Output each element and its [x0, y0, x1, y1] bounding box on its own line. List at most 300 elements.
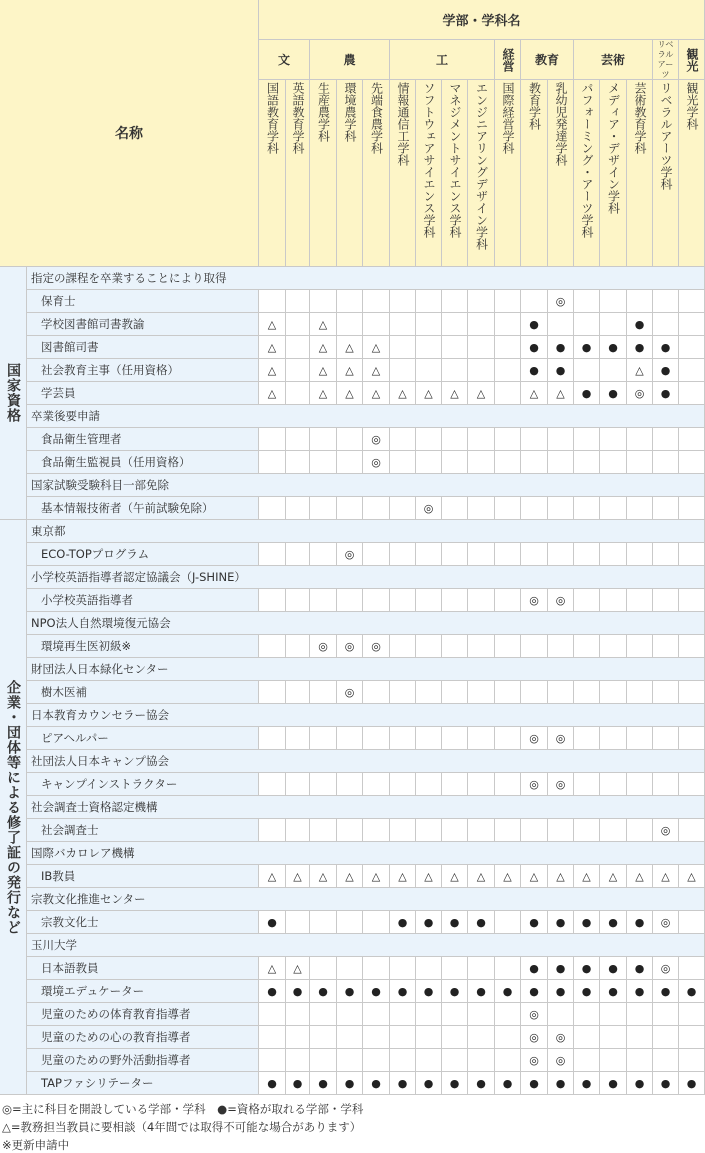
mark-cell — [600, 773, 627, 796]
mark-cell — [574, 313, 600, 336]
mark-cell — [495, 451, 521, 474]
faculty-header: 文 — [259, 40, 310, 80]
mark-cell — [259, 589, 286, 612]
mark-cell — [390, 1049, 416, 1072]
mark-cell: ● — [653, 1072, 679, 1095]
mark-cell — [259, 635, 286, 658]
mark-cell — [416, 290, 442, 313]
mark-cell — [600, 681, 627, 704]
mark-cell: △ — [390, 865, 416, 888]
mark-cell: ◎ — [363, 451, 390, 474]
mark-cell: ● — [521, 336, 548, 359]
mark-cell — [574, 727, 600, 750]
mark-cell — [495, 1049, 521, 1072]
qualification-name: 食品衛生管理者 — [27, 428, 259, 451]
mark-cell — [337, 1026, 363, 1049]
mark-cell — [679, 313, 705, 336]
mark-cell — [627, 773, 653, 796]
mark-cell: △ — [363, 382, 390, 405]
mark-cell — [259, 1026, 286, 1049]
mark-cell: △ — [310, 313, 337, 336]
mark-cell — [416, 1003, 442, 1026]
mark-cell — [679, 635, 705, 658]
mark-cell: ◎ — [521, 773, 548, 796]
mark-cell — [653, 428, 679, 451]
mark-cell: △ — [259, 865, 286, 888]
mark-cell: ● — [548, 359, 574, 382]
mark-cell — [679, 911, 705, 934]
mark-cell: △ — [337, 865, 363, 888]
mark-cell: △ — [574, 865, 600, 888]
department-header: 環境農学科 — [337, 80, 363, 267]
mark-cell — [600, 497, 627, 520]
mark-cell — [363, 819, 390, 842]
qualification-name: 保育士 — [27, 290, 259, 313]
mark-cell — [416, 543, 442, 566]
mark-cell: △ — [259, 359, 286, 382]
mark-cell — [627, 589, 653, 612]
mark-cell — [574, 819, 600, 842]
mark-cell — [337, 819, 363, 842]
mark-cell: ● — [416, 1072, 442, 1095]
mark-cell — [442, 1049, 468, 1072]
qualification-name: ピアヘルパー — [27, 727, 259, 750]
mark-cell — [416, 681, 442, 704]
mark-cell: △ — [416, 865, 442, 888]
section-row: 社会調査士資格認定機構 — [27, 796, 705, 819]
legend-line-1: ◎=主に科目を開設している学部・学科 ●=資格が取れる学部・学科 — [2, 1102, 364, 1116]
mark-cell — [521, 543, 548, 566]
mark-cell: ● — [390, 1072, 416, 1095]
mark-cell: ● — [574, 1072, 600, 1095]
mark-cell — [363, 681, 390, 704]
mark-cell — [416, 819, 442, 842]
mark-cell — [416, 727, 442, 750]
name-column-header: 名称 — [0, 0, 259, 267]
mark-cell — [286, 773, 310, 796]
mark-cell — [548, 428, 574, 451]
mark-cell: △ — [259, 313, 286, 336]
mark-cell — [627, 497, 653, 520]
mark-cell — [495, 957, 521, 980]
mark-cell — [653, 681, 679, 704]
mark-cell — [679, 451, 705, 474]
faculty-header: 農 — [310, 40, 390, 80]
mark-cell — [653, 497, 679, 520]
mark-cell — [574, 1003, 600, 1026]
mark-cell — [390, 957, 416, 980]
mark-cell — [363, 773, 390, 796]
mark-cell — [442, 290, 468, 313]
qualification-name: 宗教文化士 — [27, 911, 259, 934]
mark-cell — [416, 773, 442, 796]
mark-cell — [390, 451, 416, 474]
mark-cell: ● — [574, 382, 600, 405]
mark-cell — [653, 589, 679, 612]
mark-cell: △ — [548, 382, 574, 405]
mark-cell — [468, 727, 495, 750]
mark-cell: ● — [600, 336, 627, 359]
mark-cell: ◎ — [521, 589, 548, 612]
mark-cell — [286, 290, 310, 313]
mark-cell — [259, 773, 286, 796]
mark-cell: ● — [337, 980, 363, 1003]
mark-cell: ◎ — [548, 290, 574, 313]
mark-cell — [627, 1026, 653, 1049]
qualification-name: 児童のための体育教育指導者 — [27, 1003, 259, 1026]
faculty-header: 芸術 — [574, 40, 653, 80]
mark-cell: △ — [259, 957, 286, 980]
mark-cell — [310, 819, 337, 842]
section-row: 財団法人日本緑化センター — [27, 658, 705, 681]
mark-cell: ◎ — [653, 911, 679, 934]
mark-cell — [286, 336, 310, 359]
section-row: NPO法人自然環境復元協会 — [27, 612, 705, 635]
department-header: リベラルアーツ学科 — [653, 80, 679, 267]
mark-cell — [286, 1049, 310, 1072]
category-label: 企業・団体等による修了証の発行など — [0, 520, 27, 1095]
mark-cell — [574, 635, 600, 658]
mark-cell: △ — [442, 382, 468, 405]
mark-cell — [337, 497, 363, 520]
mark-cell — [442, 359, 468, 382]
mark-cell: △ — [363, 865, 390, 888]
mark-cell — [363, 589, 390, 612]
mark-cell — [679, 428, 705, 451]
mark-cell — [468, 1003, 495, 1026]
mark-cell — [286, 1003, 310, 1026]
faculty-header: 観光 — [679, 40, 705, 80]
department-header: 教育学科 — [521, 80, 548, 267]
mark-cell — [627, 819, 653, 842]
section-row: 小学校英語指導者認定協議会（J-SHINE） — [27, 566, 705, 589]
mark-cell: ● — [548, 911, 574, 934]
mark-cell — [600, 313, 627, 336]
mark-cell — [286, 359, 310, 382]
mark-cell — [495, 290, 521, 313]
mark-cell — [468, 428, 495, 451]
mark-cell: ● — [390, 980, 416, 1003]
mark-cell — [495, 773, 521, 796]
mark-cell — [468, 497, 495, 520]
mark-cell: ◎ — [548, 1049, 574, 1072]
mark-cell — [653, 290, 679, 313]
mark-cell — [653, 773, 679, 796]
mark-cell — [442, 681, 468, 704]
mark-cell — [653, 543, 679, 566]
mark-cell — [286, 543, 310, 566]
department-header: メディア・デザイン学科 — [600, 80, 627, 267]
mark-cell — [521, 497, 548, 520]
mark-cell — [548, 681, 574, 704]
mark-cell: ◎ — [521, 1003, 548, 1026]
mark-cell — [363, 1026, 390, 1049]
mark-cell: ◎ — [521, 1026, 548, 1049]
mark-cell — [468, 451, 495, 474]
mark-cell — [521, 819, 548, 842]
mark-cell: ● — [627, 336, 653, 359]
mark-cell — [286, 382, 310, 405]
mark-cell — [600, 428, 627, 451]
department-header: マネジメントサイエンス学科 — [442, 80, 468, 267]
mark-cell — [495, 336, 521, 359]
faculty-header: 経営 — [495, 40, 521, 80]
mark-cell — [416, 428, 442, 451]
qualification-name: 図書館司書 — [27, 336, 259, 359]
mark-cell: ● — [363, 1072, 390, 1095]
qualification-name: 社会調査士 — [27, 819, 259, 842]
qualification-name: 社会教育主事（任用資格） — [27, 359, 259, 382]
department-header: 観光学科 — [679, 80, 705, 267]
mark-cell — [390, 773, 416, 796]
department-header: 先端食農学科 — [363, 80, 390, 267]
mark-cell: △ — [416, 382, 442, 405]
mark-cell — [679, 1049, 705, 1072]
mark-cell — [468, 1026, 495, 1049]
mark-cell — [574, 589, 600, 612]
mark-cell: △ — [679, 865, 705, 888]
mark-cell — [468, 313, 495, 336]
mark-cell: ● — [468, 1072, 495, 1095]
mark-cell: ● — [442, 1072, 468, 1095]
mark-cell: △ — [286, 957, 310, 980]
mark-cell — [600, 290, 627, 313]
mark-cell — [679, 543, 705, 566]
mark-cell — [495, 359, 521, 382]
mark-cell — [600, 359, 627, 382]
mark-cell — [286, 819, 310, 842]
mark-cell: ● — [337, 1072, 363, 1095]
section-row: 国際バカロレア機構 — [27, 842, 705, 865]
mark-cell — [627, 1049, 653, 1072]
mark-cell — [286, 1026, 310, 1049]
mark-cell — [259, 727, 286, 750]
mark-cell — [574, 359, 600, 382]
mark-cell — [495, 819, 521, 842]
mark-cell — [679, 382, 705, 405]
mark-cell — [259, 428, 286, 451]
mark-cell: ● — [627, 313, 653, 336]
mark-cell — [390, 497, 416, 520]
mark-cell — [390, 313, 416, 336]
mark-cell: ◎ — [310, 635, 337, 658]
mark-cell: △ — [600, 865, 627, 888]
mark-cell — [390, 428, 416, 451]
mark-cell — [310, 451, 337, 474]
mark-cell — [442, 313, 468, 336]
mark-cell: ● — [259, 911, 286, 934]
department-header: 情報通信工学科 — [390, 80, 416, 267]
mark-cell — [574, 681, 600, 704]
mark-cell — [495, 497, 521, 520]
mark-cell — [310, 497, 337, 520]
mark-cell — [600, 1026, 627, 1049]
section-row: 卒業後要申請 — [27, 405, 705, 428]
mark-cell: ● — [600, 980, 627, 1003]
mark-cell — [337, 290, 363, 313]
mark-cell — [310, 681, 337, 704]
mark-cell — [574, 451, 600, 474]
mark-cell — [310, 1003, 337, 1026]
mark-cell — [574, 773, 600, 796]
mark-cell: ● — [548, 980, 574, 1003]
mark-cell: ● — [679, 1072, 705, 1095]
mark-cell — [548, 497, 574, 520]
mark-cell: ● — [259, 1072, 286, 1095]
mark-cell — [337, 773, 363, 796]
mark-cell — [653, 727, 679, 750]
mark-cell: △ — [337, 359, 363, 382]
mark-cell: △ — [337, 382, 363, 405]
mark-cell — [627, 727, 653, 750]
mark-cell — [521, 290, 548, 313]
mark-cell: ◎ — [627, 382, 653, 405]
mark-cell — [442, 589, 468, 612]
mark-cell — [442, 1003, 468, 1026]
mark-cell: ● — [468, 911, 495, 934]
mark-cell: △ — [627, 359, 653, 382]
mark-cell — [679, 727, 705, 750]
department-header: 乳幼児発達学科 — [548, 80, 574, 267]
mark-cell — [600, 451, 627, 474]
mark-cell — [390, 635, 416, 658]
qualification-name: 小学校英語指導者 — [27, 589, 259, 612]
mark-cell — [600, 1003, 627, 1026]
mark-cell: ● — [653, 980, 679, 1003]
mark-cell: ◎ — [548, 773, 574, 796]
mark-cell: ● — [627, 1072, 653, 1095]
mark-cell: △ — [653, 865, 679, 888]
mark-cell — [390, 1003, 416, 1026]
mark-cell — [442, 727, 468, 750]
mark-cell — [679, 681, 705, 704]
mark-cell — [574, 1049, 600, 1072]
mark-cell — [310, 911, 337, 934]
mark-cell — [442, 773, 468, 796]
mark-cell: △ — [468, 865, 495, 888]
mark-cell — [679, 773, 705, 796]
mark-cell: ● — [521, 313, 548, 336]
mark-cell — [416, 1049, 442, 1072]
mark-cell: ● — [548, 957, 574, 980]
mark-cell: △ — [310, 865, 337, 888]
mark-cell: △ — [442, 865, 468, 888]
mark-cell — [363, 957, 390, 980]
mark-cell — [574, 1026, 600, 1049]
mark-cell: ● — [521, 359, 548, 382]
department-header: エンジニアリングデザイン学科 — [468, 80, 495, 267]
mark-cell — [390, 589, 416, 612]
mark-cell: △ — [286, 865, 310, 888]
mark-cell — [653, 313, 679, 336]
mark-cell — [679, 589, 705, 612]
mark-cell — [390, 819, 416, 842]
mark-cell — [259, 543, 286, 566]
mark-cell — [390, 727, 416, 750]
mark-cell — [548, 451, 574, 474]
section-row: 日本教育カウンセラー協会 — [27, 704, 705, 727]
mark-cell: ● — [548, 336, 574, 359]
mark-cell — [363, 543, 390, 566]
qualification-name: 学校図書館司書教諭 — [27, 313, 259, 336]
mark-cell — [310, 957, 337, 980]
mark-cell — [442, 957, 468, 980]
mark-cell: ● — [495, 1072, 521, 1095]
mark-cell: ● — [600, 911, 627, 934]
section-row: 国家試験受験科目一部免除 — [27, 474, 705, 497]
mark-cell: ● — [442, 980, 468, 1003]
mark-cell: △ — [521, 865, 548, 888]
mark-cell: ● — [679, 980, 705, 1003]
section-row: 東京都 — [27, 520, 705, 543]
mark-cell: ● — [521, 911, 548, 934]
mark-cell: △ — [363, 359, 390, 382]
mark-cell: ● — [442, 911, 468, 934]
legend-line-2: △=教務担当教員に要相談（4年間では取得不可能な場合があります） — [2, 1120, 362, 1134]
mark-cell — [495, 1003, 521, 1026]
mark-cell: ● — [310, 1072, 337, 1095]
mark-cell — [286, 313, 310, 336]
legend-line-3: ※更新申請中 — [2, 1138, 70, 1152]
mark-cell — [310, 1049, 337, 1072]
mark-cell — [679, 290, 705, 313]
mark-cell — [259, 497, 286, 520]
qualification-name: 環境再生医初級※ — [27, 635, 259, 658]
mark-cell: △ — [259, 336, 286, 359]
mark-cell — [495, 1026, 521, 1049]
mark-cell — [259, 681, 286, 704]
mark-cell: △ — [363, 336, 390, 359]
mark-cell — [495, 911, 521, 934]
mark-cell — [286, 451, 310, 474]
mark-cell — [310, 727, 337, 750]
mark-cell — [653, 1026, 679, 1049]
mark-cell — [679, 1003, 705, 1026]
mark-cell: ● — [468, 980, 495, 1003]
department-header: 国語教育学科 — [259, 80, 286, 267]
mark-cell — [468, 543, 495, 566]
mark-cell: ● — [653, 382, 679, 405]
mark-cell — [468, 1049, 495, 1072]
mark-cell — [548, 1003, 574, 1026]
qualification-name: IB教員 — [27, 865, 259, 888]
qualification-name: キャンプインストラクター — [27, 773, 259, 796]
qualification-name: ECO-TOPプログラム — [27, 543, 259, 566]
mark-cell — [495, 635, 521, 658]
mark-cell: ◎ — [337, 543, 363, 566]
qualification-name: 樹木医補 — [27, 681, 259, 704]
mark-cell: ◎ — [521, 1049, 548, 1072]
mark-cell — [363, 911, 390, 934]
mark-cell: ● — [310, 980, 337, 1003]
mark-cell — [286, 497, 310, 520]
mark-cell — [442, 1026, 468, 1049]
qualification-name: 環境エデュケーター — [27, 980, 259, 1003]
mark-cell — [416, 635, 442, 658]
mark-cell — [310, 543, 337, 566]
mark-cell — [574, 497, 600, 520]
mark-cell: ● — [600, 382, 627, 405]
mark-cell — [468, 957, 495, 980]
mark-cell — [600, 589, 627, 612]
mark-cell — [337, 957, 363, 980]
mark-cell: △ — [310, 336, 337, 359]
mark-cell — [337, 313, 363, 336]
mark-cell — [442, 497, 468, 520]
mark-cell — [442, 635, 468, 658]
mark-cell: ● — [416, 911, 442, 934]
mark-cell: ● — [627, 911, 653, 934]
